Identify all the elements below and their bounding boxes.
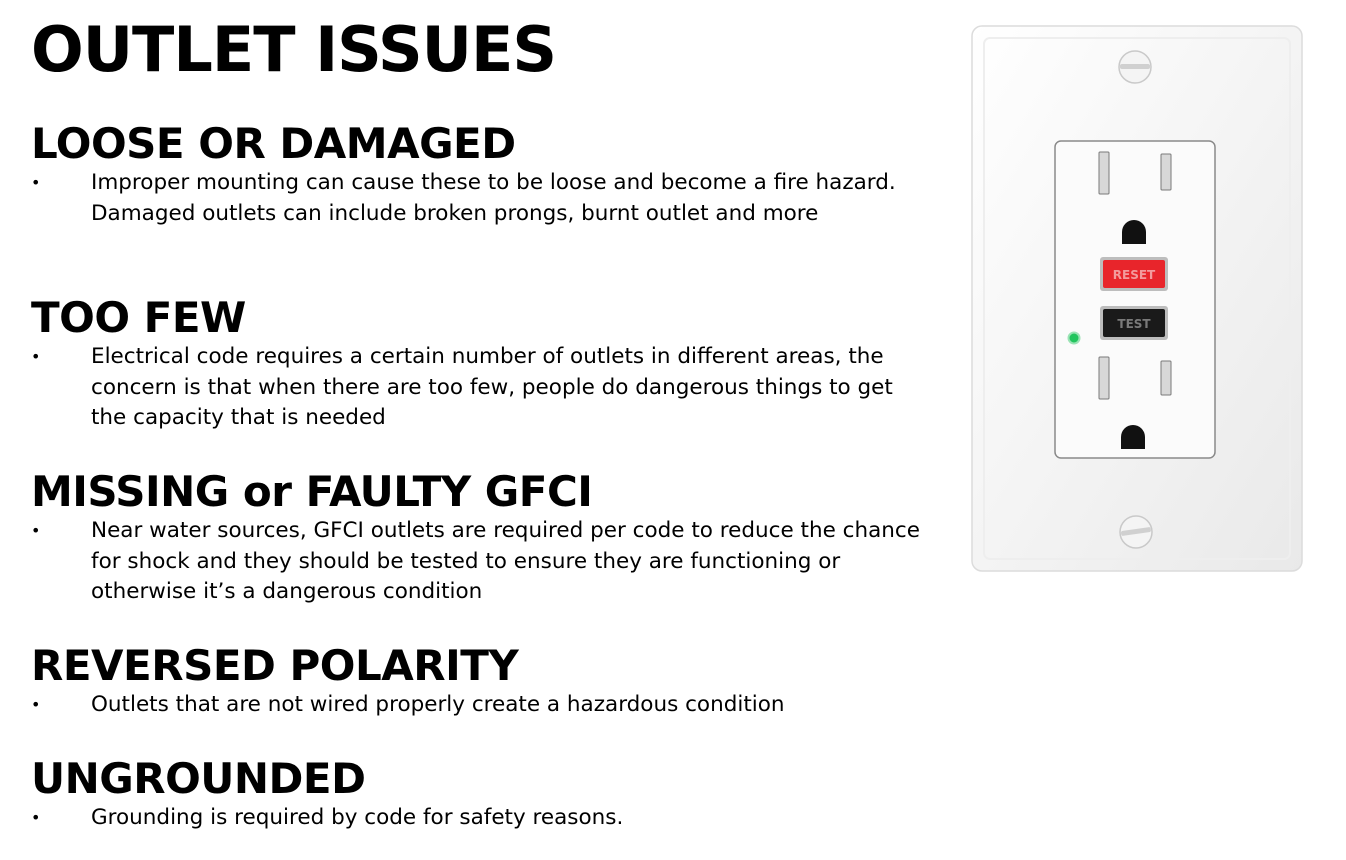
bullet-text: Electrical code requires a certain number of outlets in different areas, the concern is that when there are too few, people do dangerous things to get the capacity that is needed [91,344,893,430]
indicator-light-icon [1069,333,1080,344]
receptacle-body [1055,141,1215,458]
bullet-icon: • [31,521,41,540]
bullet-icon: • [31,347,41,366]
bullet-text: Improper mounting can cause these to be loose and become a fire hazard. Damaged outlets can include broken prongs, burnt outlet and more [91,170,896,226]
test-button [1100,306,1168,340]
section-heading: LOOSE OR DAMAGED [31,119,516,168]
gfci-outlet-image [960,18,1320,588]
bullet-icon: • [31,173,41,192]
section-missing-or-faulty-gfci [31,468,931,608]
page-title: OUTLET ISSUES [31,13,557,86]
section-heading: REVERSED POLARITY [31,641,519,690]
section-heading: MISSING or FAULTY GFCI [31,467,593,516]
section-too-few [31,294,931,434]
bullet-item [31,168,931,229]
bullet-item [31,342,931,434]
section-heading: TOO FEW [31,293,246,342]
bullet-text: Outlets that are not wired properly create a hazardous condition [91,692,785,717]
bullet-item [31,516,931,608]
section-ungrounded [31,755,931,834]
reset-button [1100,257,1168,291]
bullet-text: Grounding is required by code for safety reasons. [91,805,624,830]
bullet-icon: • [31,695,41,714]
section-heading: UNGROUNDED [31,754,366,803]
top-screw-icon [1119,51,1151,83]
bullet-text: Near water sources, GFCI outlets are required per code to reduce the chance for shock and they should be tested to ensure they are functioning or otherwise it’s a dangerous condition [91,518,920,604]
section-loose-or-damaged [31,120,931,229]
bullet-item [31,803,931,834]
reset-label: RESET [1112,268,1156,282]
bullet-icon: • [31,808,41,827]
section-reversed-polarity [31,642,931,721]
bottom-screw-icon [1120,516,1152,548]
bullet-item [31,690,931,721]
test-label: TEST [1117,317,1151,331]
